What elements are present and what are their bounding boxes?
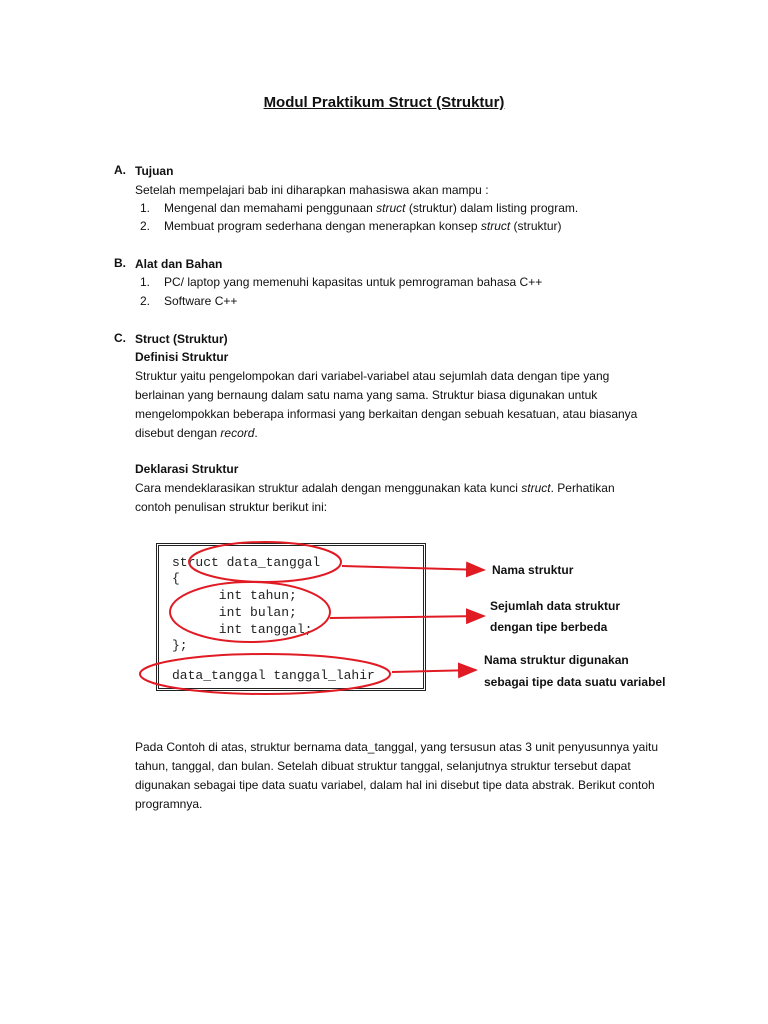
section-b-item-1-number: 1.: [140, 275, 151, 289]
section-b-item-1-text: PC/ laptop yang memenuhi kapasitas untuk pemrograman bahasa C++: [164, 275, 543, 289]
deklarasi-heading: Deklarasi Struktur: [135, 462, 239, 476]
section-a-item-1: [164, 199, 578, 217]
deklarasi-emphasis-struct: struct: [521, 481, 551, 495]
section-a-item-2: [164, 217, 562, 235]
definisi-emphasis-record: record: [220, 426, 255, 440]
definisi-line-3: mengelompokkan beberapa informasi yang berkaitan dengan sebuah kesatuan, atau biasanya: [135, 407, 638, 421]
definisi-line-4-end: .: [254, 426, 258, 440]
callout-sejumlah-line-2: dengan tipe berbeda: [490, 620, 608, 634]
callout-digunakan-line-2: sebagai tipe data suatu variabel: [484, 675, 666, 689]
section-b-item-2-number: 2.: [140, 294, 151, 308]
section-a-intro: Setelah mempelajari bab ini diharapkan mahasiswa akan mampu :: [135, 183, 489, 197]
code-line-4: int bulan;: [172, 605, 297, 620]
definisi-heading: Definisi Struktur: [135, 350, 229, 364]
section-a-item-1-text: Mengenal dan memahami penggunaan: [164, 201, 377, 215]
definisi-line-4-text: disebut dengan: [135, 426, 221, 440]
closing-line-2: tahun, tanggal, dan bulan. Setelah dibuat struktur tanggal, selanjutnya struktur tersebut dapat: [135, 759, 631, 773]
section-c-marker: C.: [114, 331, 126, 345]
code-line-3: int tahun;: [172, 588, 297, 603]
code-line-6: };: [172, 638, 188, 653]
deklarasi-line-1-end: . Perhatikan: [550, 481, 615, 495]
section-b-marker: B.: [114, 256, 126, 270]
section-a-item-2-number: 2.: [140, 219, 151, 233]
definisi-line-1: Struktur yaitu pengelompokan dari variabel-variabel atau sejumlah data dengan tipe yang: [135, 369, 610, 383]
callout-nama-struktur: Nama struktur: [492, 563, 574, 577]
deklarasi-line-2: contoh penulisan struktur berikut ini:: [135, 500, 328, 514]
callout-sejumlah-line-1: Sejumlah data struktur: [490, 599, 621, 613]
section-b-heading: Alat dan Bahan: [135, 257, 223, 271]
section-a-marker: A.: [114, 163, 126, 177]
closing-line-4: programnya.: [135, 797, 203, 811]
code-line-5: int tanggal;: [172, 622, 313, 637]
closing-line-1: Pada Contoh di atas, struktur bernama data_tanggal, yang tersusun atas 3 unit penyusunnya yaitu: [135, 740, 659, 754]
section-c-heading: Struct (Struktur): [135, 332, 228, 346]
section-a-heading: Tujuan: [135, 164, 174, 178]
code-line-8: data_tanggal tanggal_lahir: [172, 668, 375, 683]
section-a-item-2-text: Membuat program sederhana dengan menerapkan konsep: [164, 219, 481, 233]
code-line-2: {: [172, 571, 180, 586]
section-a-item-1-number: 1.: [140, 201, 151, 215]
page-title: Modul Praktikum Struct (Struktur): [263, 94, 505, 111]
section-a-item-1-text-end: (struktur) dalam listing program.: [405, 201, 579, 215]
definisi-line-4: [135, 424, 258, 443]
code-example-box: [156, 543, 426, 691]
definisi-line-2: berlainan yang bernaung dalam satu nama yang sama. Struktur biasa digunakan untuk: [135, 388, 598, 402]
code-line-1: struct data_tanggal: [172, 555, 321, 570]
closing-line-3: digunakan sebagai tipe data suatu variabel, dalam hal ini disebut tipe data abstrak. Berikut contoh: [135, 778, 655, 792]
deklarasi-line-1-text: Cara mendeklarasikan struktur adalah dengan menggunakan kata kunci: [135, 481, 522, 495]
deklarasi-line-1: [135, 479, 615, 498]
section-b-item-2-text: Software C++: [164, 294, 238, 308]
section-a-item-2-emphasis: struct: [480, 219, 511, 233]
section-a-item-1-emphasis: struct: [376, 201, 406, 215]
callout-digunakan-line-1: Nama struktur digunakan: [484, 653, 629, 667]
section-a-item-2-text-end: (struktur): [510, 219, 562, 233]
